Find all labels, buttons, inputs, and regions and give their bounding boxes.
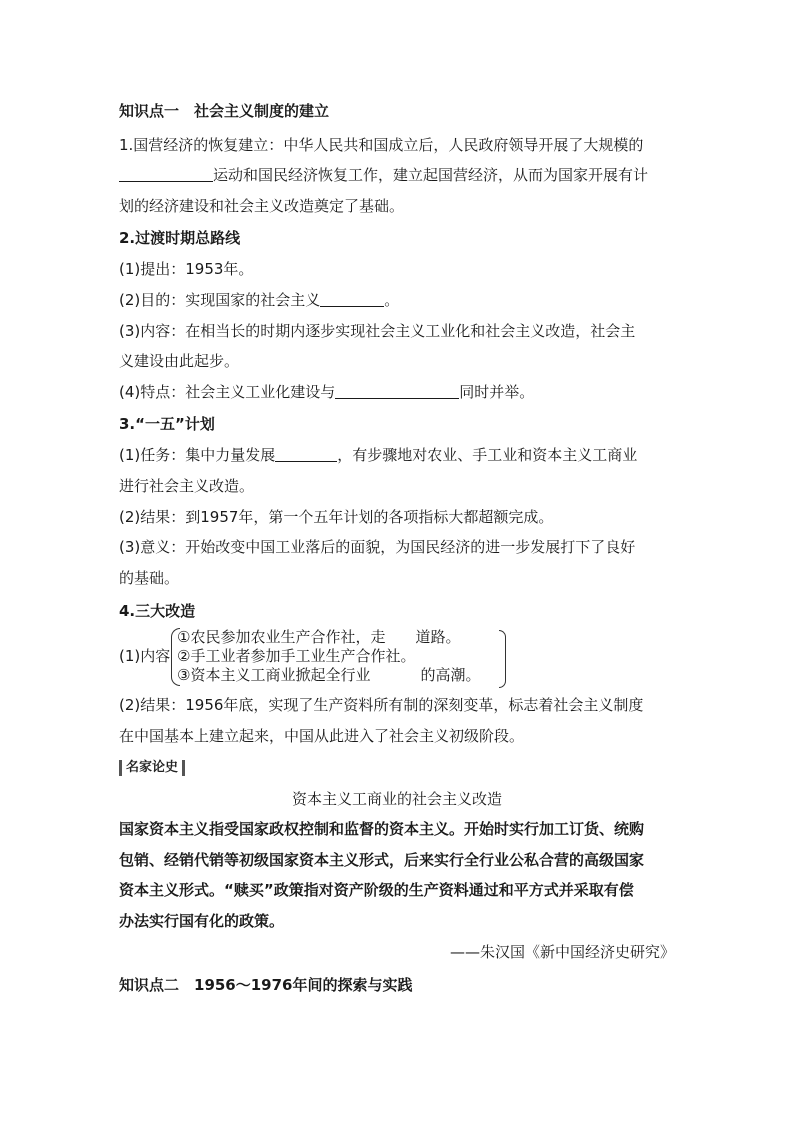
fill-blank[interactable] [335, 384, 459, 399]
p3-a-2: 进行社会主义改造。 [119, 477, 255, 495]
box-title: 资本主义工商业的社会主义改造 [291, 790, 502, 808]
p2-title: 2.过渡时期总路线 [119, 229, 241, 247]
p4-title: 4.三大改造 [119, 602, 196, 620]
box-line-1: 国家资本主义指受国家政权控制和监督的资本主义。开始时实行加工订货、统购 [119, 820, 645, 838]
p2-c-2: 义建设由此起步。 [119, 352, 240, 370]
box-line-3: 资本主义形式。“赎买”政策指对资产阶级的生产资料通过和平方式并采取有偿 [119, 881, 634, 899]
right-brace [499, 630, 506, 688]
p1-line-1: 1.国营经济的恢复建立：中华人民共和国成立后，人民政府领导开展了大规模的 [119, 136, 644, 154]
section-2-title: 知识点二 1956～1976年间的探索与实践 [119, 976, 413, 994]
fill-blank[interactable] [119, 167, 213, 182]
p2-a: (1)提出：1953年。 [119, 260, 254, 278]
p3-c-2: 的基础。 [119, 569, 180, 587]
p3-title: 3.“一五”计划 [119, 415, 215, 433]
p4-result-1: (2)结果：1956年底，实现了生产资料所有制的深刻变革，标志着社会主义制度 [119, 696, 644, 714]
p1-line-3: 划的经济建设和社会主义改造奠定了基础。 [119, 197, 405, 215]
p4-item-1: ①农民参加农业生产合作社，走 道路。 [177, 628, 461, 646]
p4-content-label: (1)内容 [119, 647, 171, 665]
section-1-title: 知识点一 社会主义制度的建立 [119, 102, 330, 120]
p3-b: (2)结果：到1957年，第一个五年计划的各项指标大都超额完成。 [119, 508, 554, 526]
p4-item-3: ③资本主义工商业掀起全行业 的高潮。 [177, 666, 481, 684]
p2-c-1: (3)内容：在相当长的时期内逐步实现社会主义工业化和社会主义改造，社会主 [119, 322, 636, 340]
p2-d: (4)特点：社会主义工业化建设与 同时并举。 [119, 383, 535, 401]
fill-blank[interactable] [320, 292, 384, 307]
p4-item-2: ②手工业者参加手工业生产合作社。 [177, 647, 416, 665]
p3-a-1: (1)任务：集中力量发展 ，有步骤地对农业、手工业和资本主义工商业 [119, 446, 638, 464]
box-line-2: 包销、经销代销等初级国家资本主义形式，后来实行全行业公私合营的高级国家 [119, 851, 645, 869]
p3-c-1: (3)意义：开始改变中国工业落后的面貌，为国民经济的进一步发展打下了良好 [119, 538, 636, 556]
p1-line-2: 运动和国民经济恢复工作，建立起国营经济，从而为国家开展有计 [119, 166, 648, 184]
box-source: ——朱汉国《新中国经济史研究》 [449, 943, 675, 961]
fill-blank[interactable] [275, 447, 337, 462]
p2-b: (2)目的：实现国家的社会主义 。 [119, 291, 400, 309]
box-line-4: 办法实行国有化的政策。 [119, 912, 285, 930]
p4-result-2: 在中国基本上建立起来，中国从此进入了社会主义初级阶段。 [119, 727, 525, 745]
sidebar-tag: 名家论史 [119, 760, 185, 776]
